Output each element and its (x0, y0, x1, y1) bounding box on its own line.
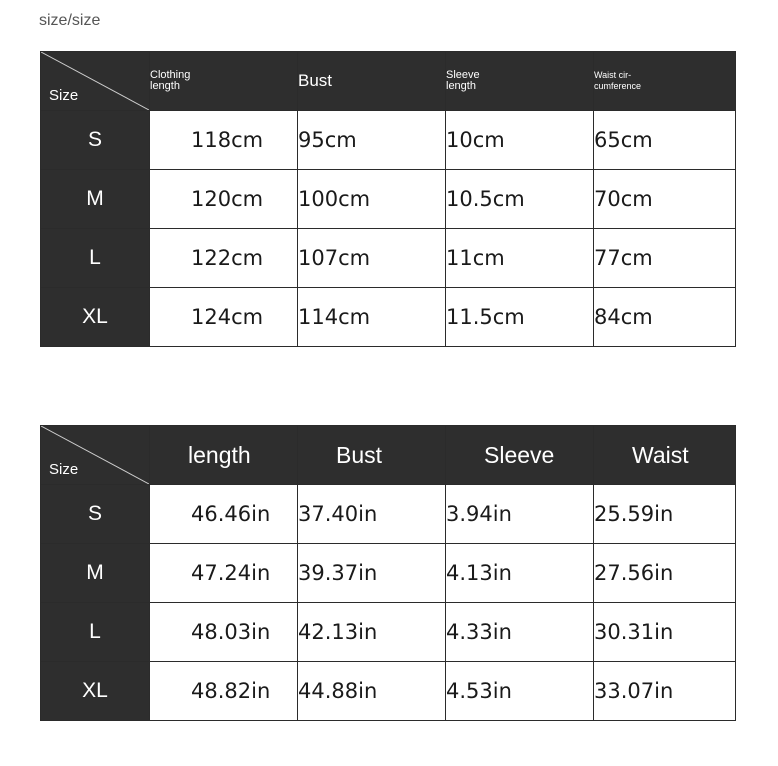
cell-length: 48.03in (150, 603, 298, 662)
cell-bust: 44.88in (298, 662, 446, 721)
cell-bust: 114cm (298, 288, 446, 347)
cell-length: 48.82in (150, 662, 298, 721)
cell-waist: 77cm (594, 229, 736, 288)
cell-sleeve: 11.5cm (446, 288, 594, 347)
cell-length: 47.24in (150, 544, 298, 603)
row-header-size: S (41, 111, 150, 170)
table-row (41, 170, 736, 229)
header-line: length (446, 80, 476, 92)
header-line: Sleeve (446, 69, 480, 81)
table-row (41, 603, 736, 662)
col-header-clothing-length (150, 52, 298, 111)
row-header-size: L (41, 229, 150, 288)
header-line: length (150, 80, 180, 92)
page-title: size/size (39, 12, 101, 29)
cell-waist: 70cm (594, 170, 736, 229)
corner-cell (41, 52, 150, 111)
table-row (41, 544, 736, 603)
cell-sleeve: 10cm (446, 111, 594, 170)
header-line: cumference (594, 81, 642, 91)
header-row (41, 426, 736, 485)
col-header-waist-circumference (594, 52, 736, 111)
col-header-bust: Bust (298, 426, 446, 485)
cell-sleeve: 4.33in (446, 603, 594, 662)
corner-cell (41, 426, 150, 485)
cell-waist: 33.07in (594, 662, 736, 721)
cell-sleeve: 4.13in (446, 544, 594, 603)
row-header-size: S (41, 485, 150, 544)
cell-waist: 25.59in (594, 485, 736, 544)
col-header-sleeve-length (446, 52, 594, 111)
cell-sleeve: 4.53in (446, 662, 594, 721)
table-row (41, 111, 736, 170)
header-line: Waist cir- (594, 70, 632, 80)
cell-waist: 30.31in (594, 603, 736, 662)
cell-sleeve: 10.5cm (446, 170, 594, 229)
cell-bust: 42.13in (298, 603, 446, 662)
cell-bust: 37.40in (298, 485, 446, 544)
cell-bust: 95cm (298, 111, 446, 170)
cell-length: 120cm (150, 170, 298, 229)
cell-length: 46.46in (150, 485, 298, 544)
size-table-cm (40, 51, 736, 347)
table-row (41, 288, 736, 347)
cell-waist: 65cm (594, 111, 736, 170)
row-header-size: XL (41, 288, 150, 347)
col-header-length: length (150, 426, 298, 485)
header-line: Bust (298, 71, 333, 90)
header-line: Clothing (150, 69, 191, 81)
cell-bust: 39.37in (298, 544, 446, 603)
table-row (41, 229, 736, 288)
size-table-in (40, 425, 736, 721)
table-row (41, 662, 736, 721)
cell-bust: 107cm (298, 229, 446, 288)
col-header-waist: Waist (594, 426, 736, 485)
corner-label: Size (49, 87, 79, 104)
corner-label: Size (49, 461, 79, 478)
row-header-size: M (41, 544, 150, 603)
row-header-size: L (41, 603, 150, 662)
row-header-size: XL (41, 662, 150, 721)
header-row (41, 52, 736, 111)
table-row (41, 485, 736, 544)
cell-waist: 27.56in (594, 544, 736, 603)
row-header-size: M (41, 170, 150, 229)
cell-bust: 100cm (298, 170, 446, 229)
cell-sleeve: 11cm (446, 229, 594, 288)
col-header-sleeve: Sleeve (446, 426, 594, 485)
cell-sleeve: 3.94in (446, 485, 594, 544)
cell-length: 118cm (150, 111, 298, 170)
cell-waist: 84cm (594, 288, 736, 347)
col-header-bust (298, 52, 446, 111)
cell-length: 124cm (150, 288, 298, 347)
cell-length: 122cm (150, 229, 298, 288)
